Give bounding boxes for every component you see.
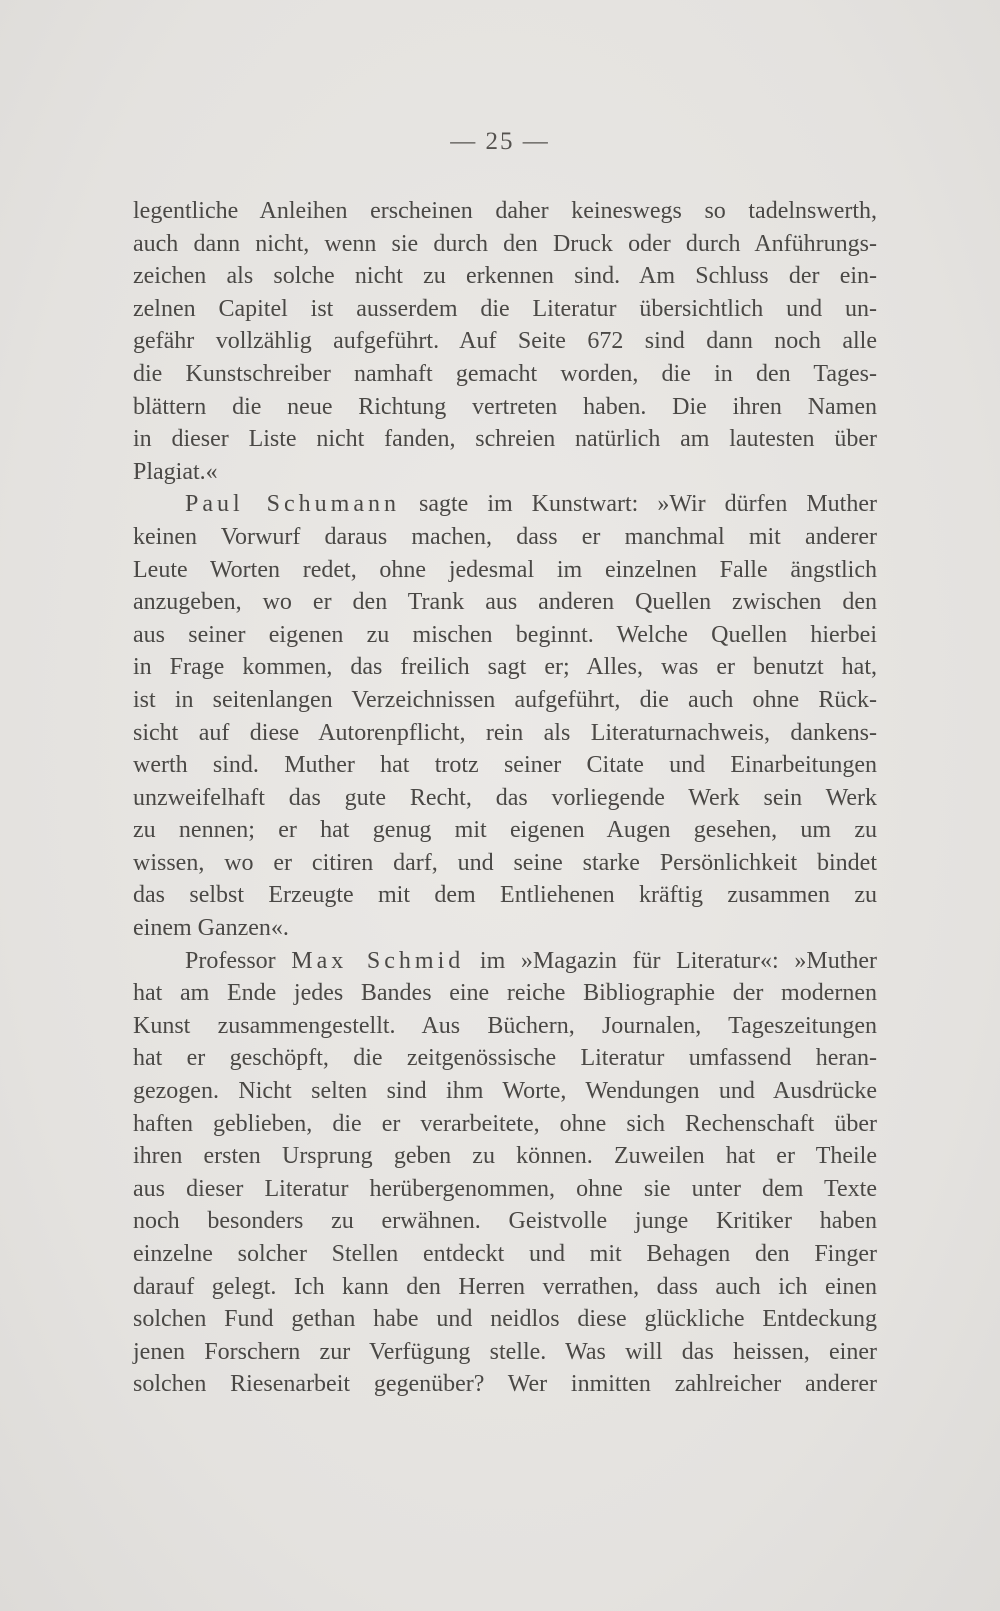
text-line: noch besonders zu erwähnen. Geistvolle junge Kritiker haben xyxy=(133,1208,877,1235)
text-line: solchen Fund gethan habe und neidlos diese glückliche Entdeckung xyxy=(133,1306,877,1333)
text-line: legentliche Anleihen erscheinen daher keineswegs so tadelnswerth, xyxy=(133,198,877,224)
text-line: einzelne solcher Stellen entdeckt und mit Behagen den Finger xyxy=(133,1241,877,1267)
text-line: aus dieser Literatur herübergenommen, ohne sie unter dem Texte xyxy=(133,1175,877,1202)
text-line: zelnen Capitel ist ausserdem die Literatur übersichtlich und un- xyxy=(133,295,877,322)
text-line: in dieser Liste nicht fanden, schreien natürlich am lautesten über xyxy=(133,426,877,453)
text-line: hat am Ende jedes Bandes eine reiche Bibliographie der modernen xyxy=(133,980,877,1007)
text-line: haften geblieben, die er verarbeitete, ohne sich Rechenschaft über xyxy=(133,1110,877,1137)
text-line: gezogen. Nicht selten sind ihm Worte, Wendungen und Ausdrücke xyxy=(133,1078,877,1105)
text-line: sicht auf diese Autorenpflicht, rein als Literaturnachweis, dankens- xyxy=(133,719,877,746)
text-line: unzweifelhaft das gute Recht, das vorliegende Werk sein Werk xyxy=(133,784,877,811)
spaced-author-name: Paul Schumann xyxy=(185,491,400,518)
paragraph-3 xyxy=(133,945,877,1401)
line-rest: im »Magazin für Literatur«: »Muther xyxy=(464,947,878,974)
text-line: jenen Forschern zur Verfügung stelle. Was will das heissen, einer xyxy=(133,1338,877,1365)
text-line: Kunst zusammengestellt. Aus Büchern, Journalen, Tageszeitungen xyxy=(133,1012,877,1039)
text-line: auch dann nicht, wenn sie durch den Druck oder durch Anführungs- xyxy=(133,230,877,257)
text-line: Leute Worten redet, ohne jedesmal im einzelnen Falle ängstlich xyxy=(133,556,877,583)
text-line: solchen Riesenarbeit gegenüber? Wer inmitten zahlreicher anderer xyxy=(133,1371,877,1398)
text-line-first xyxy=(133,488,877,521)
text-line: das selbst Erzeugte mit dem Entliehenen kräftig zusammen zu xyxy=(133,882,877,909)
paragraph-1 xyxy=(133,195,877,488)
text-line: zeichen als solche nicht zu erkennen sind. Am Schluss der ein- xyxy=(133,263,877,290)
text-line: in Frage kommen, das freilich sagt er; Alles, was er benutzt hat, xyxy=(133,654,877,681)
body-text xyxy=(133,195,877,1401)
text-line: gefähr vollzählig aufgeführt. Auf Seite 672 sind dann noch alle xyxy=(133,328,877,355)
text-line: zu nennen; er hat genug mit eigenen Augen gesehen, um zu xyxy=(133,817,877,844)
text-line: ihren ersten Ursprung geben zu können. Zuweilen hat er Theile xyxy=(133,1143,877,1170)
text-line: Plagiat.« xyxy=(133,458,218,485)
text-line: die Kunstschreiber namhaft gemacht worden, die in den Tages- xyxy=(133,360,877,387)
text-line: keinen Vorwurf daraus machen, dass er manchmal mit anderer xyxy=(133,523,877,550)
text-line: aus seiner eigenen zu mischen beginnt. Welche Quellen hierbei xyxy=(133,621,877,648)
text-line: anzugeben, wo er den Trank aus anderen Quellen zwischen den xyxy=(133,589,877,616)
text-line: werth sind. Muther hat trotz seiner Citate und Einarbeitungen xyxy=(133,752,877,779)
text-line: hat er geschöpft, die zeitgenössische Literatur umfassend heran- xyxy=(133,1045,877,1072)
page-number: — 25 — xyxy=(450,128,550,155)
text-line: wissen, wo er citiren darf, und seine starke Persönlichkeit bindet xyxy=(133,849,877,876)
text-line: blättern die neue Richtung vertreten haben. Die ihren Namen xyxy=(133,393,877,420)
spaced-author-name: Max Schmid xyxy=(291,947,465,974)
text-line: einem Ganzen«. xyxy=(133,915,289,942)
line-prefix: Professor xyxy=(185,947,292,974)
text-line-first xyxy=(133,945,877,978)
text-line: darauf gelegt. Ich kann den Herren verrathen, dass auch ich einen xyxy=(133,1273,877,1300)
line-rest: sagte im Kunstwart: »Wir dürfen Muther xyxy=(400,491,877,518)
text-line: ist in seitenlangen Verzeichnissen aufgeführt, die auch ohne Rück- xyxy=(133,686,877,713)
paragraph-2 xyxy=(133,488,877,944)
